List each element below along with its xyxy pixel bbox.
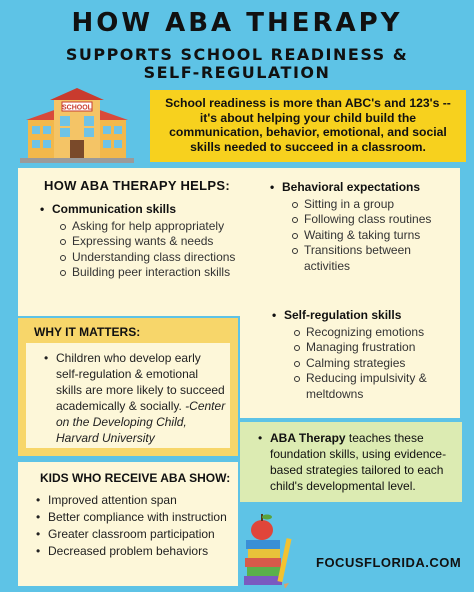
list-item: • Greater classroom participation — [34, 526, 238, 543]
communication-section — [38, 202, 248, 281]
intro-box: School readiness is more than ABC's and 123's -- it's about helping your child build the communication, behavior, emotional, and social skills needed to succeed in a classroom. — [150, 90, 466, 162]
behavioral-section — [268, 180, 448, 274]
list-item: • Better compliance with instruction — [34, 509, 238, 526]
communication-label: • Communication skills — [38, 202, 248, 217]
aba-item — [256, 430, 452, 494]
kids-heading: KIDS WHO RECEIVE ABA SHOW: — [40, 471, 231, 485]
list-item: Waiting & taking turns — [290, 228, 448, 244]
aba-text-block — [256, 430, 452, 494]
list-item: Sitting in a group — [290, 197, 448, 213]
why-heading: WHY IT MATTERS: — [34, 325, 141, 339]
self-regulation-label: • Self-regulation skills — [270, 308, 450, 323]
school-building-icon — [18, 86, 136, 164]
list-item: • Improved attention span — [34, 492, 238, 509]
why-item — [42, 350, 226, 446]
why-text: Children who develop early self-regulation & emotional skills are more likely to succeed academically & socially. — [56, 351, 225, 413]
page-title: HOW ABA THERAPY — [71, 8, 403, 38]
list-item: Transitions between activities — [290, 243, 448, 274]
why-citation: -Center on the Developing Child, Harvard University — [56, 399, 226, 445]
why-text-block — [42, 350, 226, 446]
list-item: Following class routines — [290, 212, 448, 228]
list-item: Reducing impulsivity & meltdowns — [292, 371, 450, 402]
aba-text: teaches these foundation skills, using evidence-based strategies tailored to each child's developmental level. — [270, 431, 447, 493]
aba-lead: ABA Therapy — [270, 431, 346, 445]
self-regulation-section — [270, 308, 450, 402]
list-item: Building peer interaction skills — [58, 265, 248, 281]
kids-list — [34, 492, 238, 560]
page-subtitle — [0, 46, 474, 82]
list-item: Calming strategies — [292, 356, 450, 372]
list-item: Understanding class directions — [58, 250, 248, 266]
apple-books-icon — [240, 510, 298, 588]
subtitle-line-1: SUPPORTS SCHOOL READINESS & — [65, 45, 409, 64]
footer-website[interactable]: FOCUSFLORIDA.COM — [316, 555, 462, 570]
list-item: Expressing wants & needs — [58, 234, 248, 250]
school-sign-text: SCHOOL — [62, 104, 92, 112]
list-item: Asking for help appropriately — [58, 219, 248, 235]
list-item: • Decreased problem behaviors — [34, 543, 238, 560]
list-item: Managing frustration — [292, 340, 450, 356]
list-item: Recognizing emotions — [292, 325, 450, 341]
subtitle-line-2: SELF-REGULATION — [143, 63, 331, 82]
helps-heading: HOW ABA THERAPY HELPS: — [44, 178, 230, 193]
behavioral-label: • Behavioral expectations — [268, 180, 448, 195]
